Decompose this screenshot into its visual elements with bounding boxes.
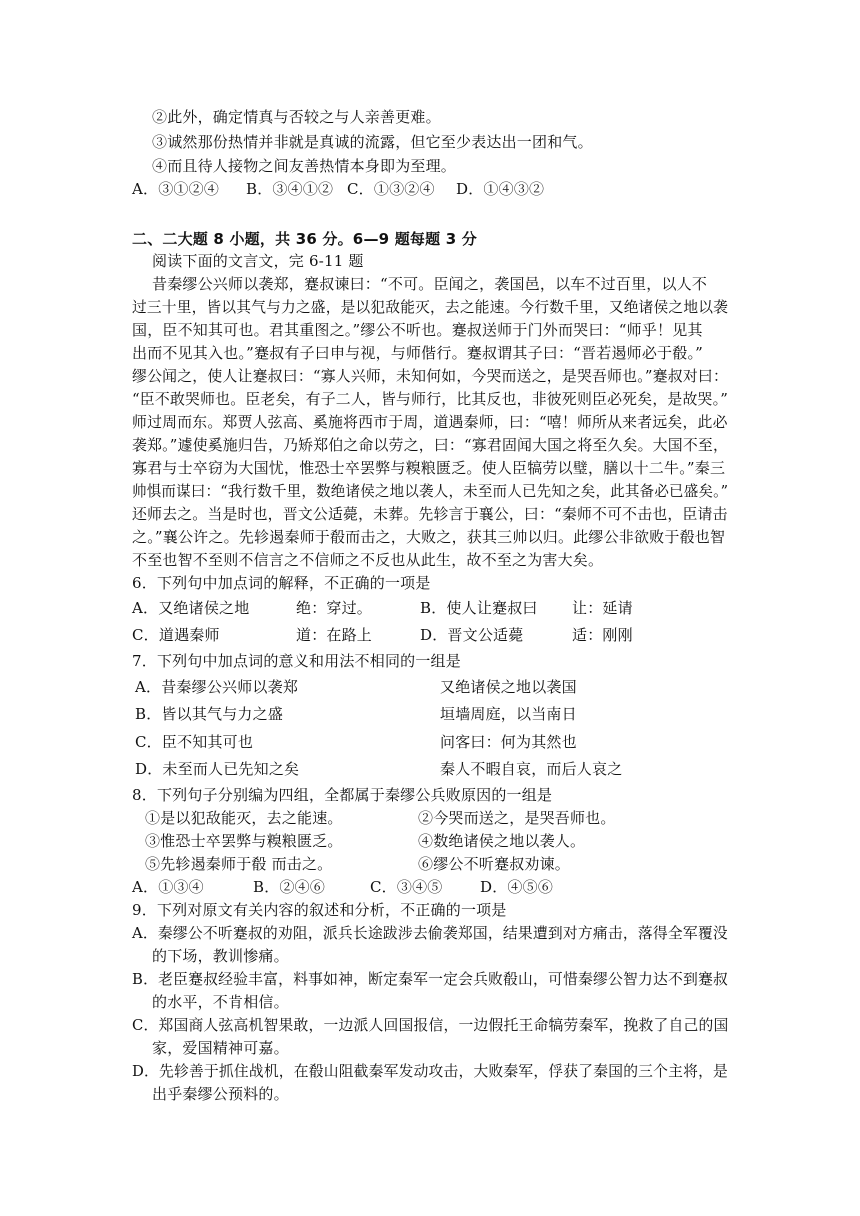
passage-line: 缪公闻之，使人让蹇叔曰：“寡人兴师，未知何如，今哭而送之，是哭吾师也。”蹇叔对曰： [132,367,729,385]
q5-option-a: A．③①②④ [132,180,220,198]
passage-line: 还师去之。当是时也，晋文公适薨，未葬。先轸言于襄公，曰：“秦师不可不击也，臣请击 [132,505,728,523]
q7-pair-c-right: 问客曰：何为其然也 [440,733,577,751]
passage-line: 寡君与士卒窃为大国忧，惟恐士卒罢弊与糗粮匮乏。使人臣犒劳以璧，膳以十二牛。”秦三 [132,459,726,477]
q9-stem: 9．下列对原文有关内容的叙述和分析，不正确的一项是 [132,901,507,919]
q6-option-a-gloss: 绝：穿过。 [296,599,373,617]
q7-pair-b-right: 垣墙周庭，以当南日 [440,705,577,723]
q5-option-d: D．①④③② [456,180,545,198]
q8-stem: 8．下列句子分别编为四组，全都属于秦缪公兵败原因的一组是 [132,786,553,804]
q6-option-d-gloss: 适：刚刚 [572,626,633,644]
passage-line: 袭郑。”遽使奚施归告，乃矫郑伯之命以劳之，曰：“寡君固闻大国之将至久矣。大国不至， [132,436,729,454]
q5-item-4: ④而且待人接物之间友善热情本身即为至理。 [152,157,457,175]
q7-pair-d-right: 秦人不暇自哀，而后人哀之 [440,760,623,778]
passage-line: 国，臣不知其可也。君其重图之。”缪公不听也。蹇叔送师于门外而哭曰：“师乎！见其 [132,321,703,339]
passage-line: 昔秦缪公兴师以袭郑，蹇叔谏曰：“不可。臣闻之，袭国邑，以车不过百里，以人不 [152,275,708,293]
q9-option-b-line2: 的水平，不肯相信。 [152,993,289,1011]
passage-line: 过三十里，皆以其气与力之盛，是以犯敌能灭，去之能速。今行数千里，又绝诸侯之地以袭 [132,298,729,316]
q7-pair-d-left: D．未至而人已先知之矣 [135,760,300,778]
passage-line: “臣不敢哭师也。臣老矣，有子二人，皆与师行，比其反也，非彼死则臣必死矣，是故哭。” [132,390,729,408]
q8-item-6: ⑥缪公不听蹇叔劝谏。 [418,855,571,873]
q8-item-5: ⑤先轸遏秦师于殽 而击之。 [145,855,333,873]
q8-option-b: B．②④⑥ [253,878,326,896]
q8-item-3: ③惟恐士卒罢弊与糗粮匮乏。 [145,832,343,850]
q9-option-d-line1: D．先轸善于抓住战机，在殽山阻截秦军发动攻击，大败秦军，俘获了秦国的三个主将，是 [132,1062,729,1080]
section-instruction: 阅读下面的文言文，完 6-11 题 [152,252,364,270]
q6-option-b-gloss: 让：延请 [572,599,633,617]
passage-line: 之。”襄公许之。先轸遏秦师于殽而击之，大败之，获其三帅以归。此缪公非欲败于殽也智 [132,528,726,546]
q5-item-2: ②此外，确定情真与否较之与人亲善更难。 [152,108,441,126]
q8-item-4: ④数绝诸侯之地以袭人。 [418,832,586,850]
q6-option-c: C．道遇秦师 [132,626,220,644]
passage-line: 出而不见其入也。”蹇叔有子曰申与视，与师偕行。蹇叔谓其子曰：“晋若遏师必于殽。” [132,344,704,362]
q7-pair-a-left: A．昔秦缪公兴师以袭郑 [135,678,299,696]
q6-option-b: B．使人让蹇叔曰 [420,599,538,617]
q6-option-d: D．晋文公适薨 [420,626,524,644]
q8-item-1: ①是以犯敌能灭，去之能速。 [145,809,343,827]
q9-option-c-line2: 家，爱国精神可嘉。 [152,1039,289,1057]
q8-option-d: D．④⑤⑥ [480,878,554,896]
q6-stem: 6．下列句中加点词的解释，不正确的一项是 [132,574,431,592]
q8-item-2: ②今哭而送之，是哭吾师也。 [418,809,616,827]
q7-pair-a-right: 又绝诸侯之地以袭国 [440,678,577,696]
q7-stem: 7．下列句中加点词的意义和用法不相同的一组是 [132,652,461,670]
q8-option-c: C．③④⑤ [370,878,443,896]
passage-line: 师过周而东。郑贾人弦高、奚施将西市于周，道遇秦师，曰：“嘻！师所从来者远矣，此必 [132,413,728,431]
q7-pair-b-left: B．皆以其气与力之盛 [135,705,284,723]
q9-option-d-line2: 出乎秦缪公预料的。 [152,1085,289,1103]
q5-option-c: C．①③②④ [347,180,435,198]
q9-option-c-line1: C．郑国商人弦高机智果敢，一边派人回国报信，一边假托王命犒劳秦军，挽救了自己的国 [132,1016,729,1034]
q9-option-a-line1: A．秦缪公不听蹇叔的劝阻，派兵长途跋涉去偷袭郑国，结果遭到对方痛击，落得全军覆没 [132,924,728,942]
q5-item-3: ③诚然那份热情并非就是真诚的流露，但它至少表达出一团和气。 [152,133,593,151]
q8-option-a: A．①③④ [132,878,204,896]
section-heading: 二、二大题 8 小题，共 36 分。6—9 题每题 3 分 [132,230,477,248]
q7-pair-c-left: C．臣不知其可也 [135,733,254,751]
passage-line: 不至也智不至则不信言之不信师之不反也从此生，故不至之为害大矣。 [132,551,604,569]
passage-line: 帅惧而谋曰：“我行数千里，数绝诸侯之地以袭人，未至而人已先知之矣，此其备必已盛矣。” [132,482,729,500]
q9-option-a-line2: 的下场，教训惨痛。 [152,947,289,965]
q6-option-c-gloss: 道：在路上 [296,626,373,644]
q6-option-a: A．又绝诸侯之地 [132,599,250,617]
q9-option-b-line1: B．老臣蹇叔经验丰富，料事如神，断定秦军一定会兵败殽山，可惜秦缪公智力达不到蹇叔 [132,970,729,988]
q5-option-b: B．③④①② [246,180,334,198]
